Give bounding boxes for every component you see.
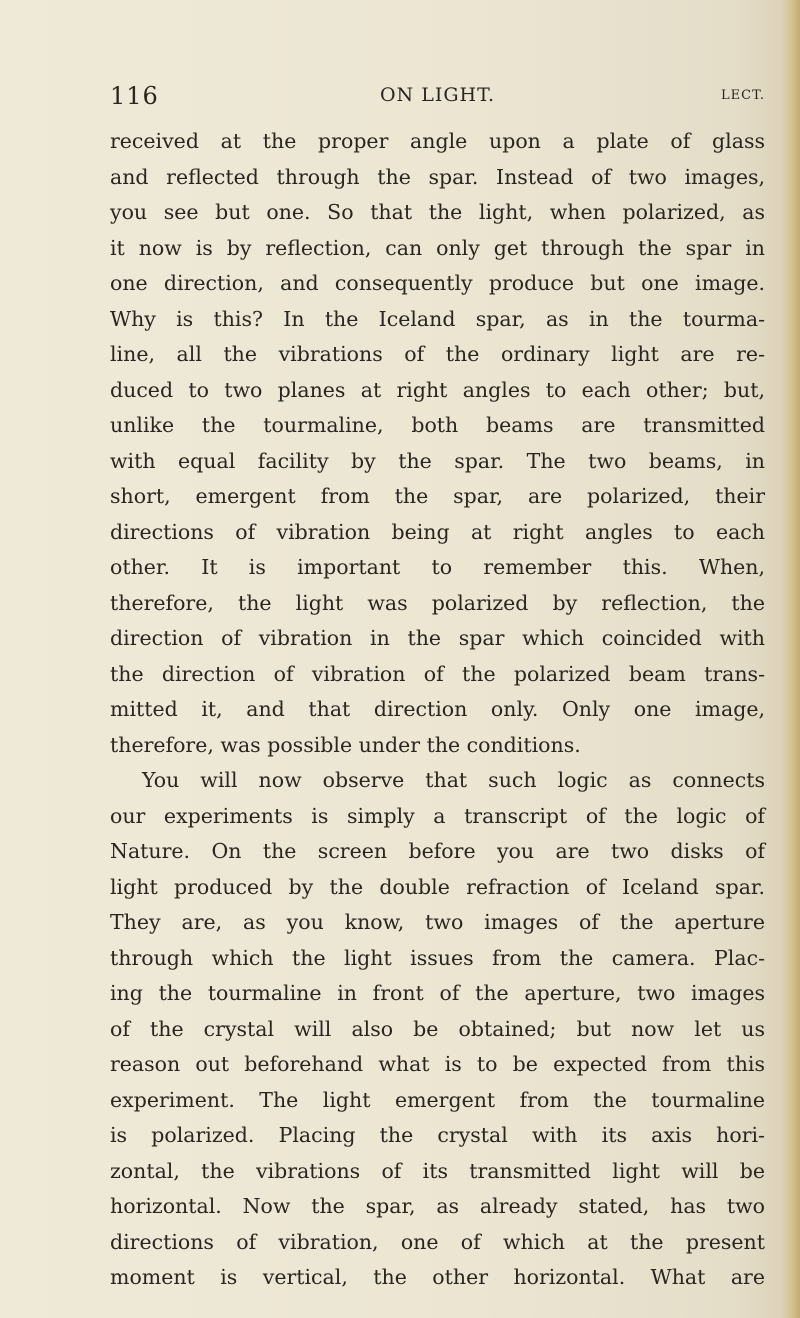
text-line: mitted it, and that direction only. Only one image, [110,697,765,721]
text-line: it now is by reflection, can only get through the spar in [110,235,765,260]
paragraph-start-line: You will now observe that such logic as connects [142,768,765,792]
text-line: short, emergent from the spar, are polarized, their [110,484,765,508]
text-line: ing the tourmaline in front of the aperture, two images [110,981,765,1005]
text-line: duced to two planes at right angles to each other; but, [110,377,765,402]
text-line: unlike the tourmaline, both beams are transmitted [110,413,765,437]
text-line: Nature. On the screen before you are two disks of [110,839,765,863]
text-line: is polarized. Placing the crystal with its axis hori- [110,1123,765,1147]
text-line: They are, as you know, two images of the aperture [110,910,765,934]
running-header [110,82,765,112]
running-title: ON LIGHT. [379,84,496,106]
text-line: direction of vibration in the spar which coincided with [110,626,765,650]
text-line: with equal facility by the spar. The two beams, in [110,448,765,473]
text-line: through which the light issues from the camera. Plac- [110,945,765,970]
text-line: experiment. The light emergent from the tourmaline [110,1087,765,1112]
paragraph-end-line: therefore, was possible under the conditions. [110,732,581,757]
page-number: 116 [110,82,159,110]
text-line: reason out beforehand what is to be expected from this [110,1052,765,1076]
text-line: light produced by the double refraction of Iceland spar. [110,874,765,899]
text-line: line, all the vibrations of the ordinary light are re- [110,342,765,366]
text-line: horizontal. Now the spar, as already stated, has two [110,1194,765,1218]
text-line: therefore, the light was polarized by reflection, the [110,590,765,615]
text-line: directions of vibration being at right angles to each [110,519,765,544]
page-edge-shading [782,0,800,1318]
lecture-abbreviation: LECT. [721,88,765,103]
text-line: other. It is important to remember this. When, [110,555,765,579]
text-line: one direction, and consequently produce but one image. [110,271,765,295]
text-line: you see but one. So that the light, when polarized, as [110,200,765,224]
text-line: directions of vibration, one of which at the present [110,1229,765,1254]
body-text [110,124,765,1296]
text-line: and reflected through the spar. Instead of two images, [110,164,765,189]
text-line: zontal, the vibrations of its transmitted light will be [110,1158,765,1183]
text-line: Why is this? In the Iceland spar, as in the tourma- [110,306,765,331]
text-line: the direction of vibration of the polarized beam trans- [110,661,765,686]
text-line: received at the proper angle upon a plate of glass [110,129,765,153]
text-line: of the crystal will also be obtained; but now let us [110,1016,765,1041]
text-line: moment is vertical, the other horizontal. What are [110,1265,765,1289]
text-line: our experiments is simply a transcript of the logic of [110,803,765,828]
